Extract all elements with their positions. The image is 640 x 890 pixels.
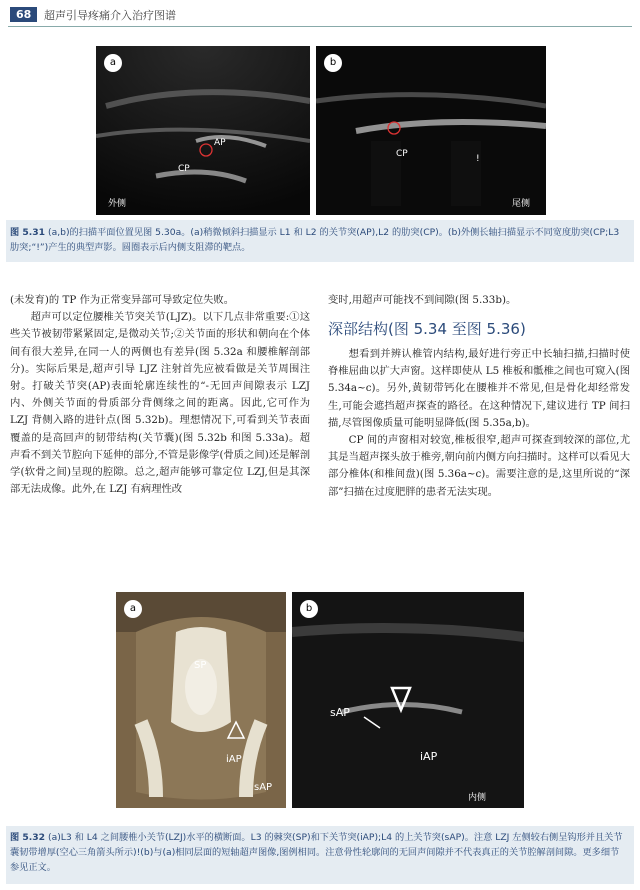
- caption-id: 图 5.32: [10, 832, 46, 843]
- figure-5-31b-ultrasound: [316, 46, 546, 215]
- caption-text: (a)L3 和 L4 之间腰椎小关节(LZJ)水平的横断面。L3 的棘突(SP)和下关节突(iAP);L4 的上关节突(sAP)。注意 LZJ 左侧较右侧呈钩形并且关节囊韧带增厚(空心三角箭头所示)!(b)与(a)相同层面的短轴超声图像,图例相同。注意骨性轮廓间的无回声间隙并不代表真正的关节腔解剖间隙。更多细节参见正文。: [10, 832, 623, 873]
- header-rule: [8, 26, 632, 27]
- page-number: 68: [10, 7, 37, 22]
- label-sap: sAP: [330, 706, 350, 719]
- left-column: [10, 292, 310, 498]
- label-cp: CP: [396, 149, 408, 159]
- ultrasound-texture: [316, 46, 546, 215]
- ultrasound-texture: [292, 592, 524, 808]
- panel-label: b: [324, 54, 342, 72]
- panel-label: b: [300, 600, 318, 618]
- anatomy-section: [116, 592, 286, 808]
- section-heading: 深部结构(图 5.34 至图 5.36): [328, 320, 526, 338]
- paragraph: CP 间的声窗相对较宽,椎板很窄,超声可探查到较深的部位,尤其是当超声探头放于椎旁,朝向前内侧方向扫描时。这样可以看见大部分椎体(和椎间盘)(图 5.36a~c)。需要注意的是,这里所说的“深部”扫描在过度肥胖的患者无法实现。: [328, 434, 630, 498]
- figure-5-31a-ultrasound: [96, 46, 310, 215]
- caption-text: (a,b)的扫描平面位置见图 5.30a。(a)稍微倾斜扫描显示 L1 和 L2 的关节突(AP),L2 的肋突(CP)。(b)外侧长轴扫描显示不同宽度肋突(CP;L3 肋突;“!”)产生的典型声影。圆圈表示后内侧支阻滞的靶点。: [10, 227, 620, 253]
- figure-5-32-caption: [10, 830, 628, 875]
- label-iap: iAP: [226, 754, 242, 765]
- paragraph: (未发育)的 TP 作为正常变异部可导致定位失败。: [10, 294, 235, 306]
- panel-label: a: [104, 54, 122, 72]
- label-side: 尾侧: [512, 199, 531, 209]
- figure-5-32a-anatomy: [116, 592, 286, 808]
- label-sap: sAP: [254, 782, 273, 793]
- page-header: [0, 0, 640, 28]
- paragraph: 超声可以定位腰椎关节突关节(LJZ)。以下几点非常重要:①这些关节被韧带紧紧固定,是微动关节;②关节面的形状和朝向在个体间有很大差异,在同一人的两侧也有差异(图 5.32a 和腰椎解剖部分)。实际后果是,超声引导 LJZ 注射首先应被看做是关节周围注射。打破关节突(AP)表面轮廓连续性的“-无回声间隙表示 LZJ 内、外侧关节面的骨质部分背侧缘之间的距离。因此,它可作为 LZJ 背侧入路的进针点(图 5.32b)。理想情况下,可看到关节表面覆盖的是高回声的韧带结构(关节囊)(图 5.32b 和图 5.33a)。超声看不到关节腔向下延伸的部分,不管是影像学(骨质之间)还是解剖学(软骨之间)呈现的腔隙。总之,超声能够可靠定位 LZJ,但是其深部无法成像。此外,在 LZJ 有病理性改: [10, 311, 310, 496]
- label-ap: AP: [214, 138, 226, 148]
- panel-label: a: [124, 600, 142, 618]
- label-iap: iAP: [420, 750, 438, 763]
- paragraph: 想看到并辨认椎管内结构,最好进行旁正中长轴扫描,扫描时使脊椎屈曲以扩大声窗。这样即使从 L5 椎板和骶椎之间也可窥入(图 5.34a~c)。另外,黄韧带钙化在腰椎并不常见,但是骨化却经常发生,可能会遮挡超声探查的路径。在这种情况下,建议进行 TP 间扫描,尽管图像质量可能明显降低(图 5.35a,b)。: [328, 348, 630, 429]
- running-title: 超声引导疼痛介入治疗图谱: [44, 9, 176, 22]
- label-side: 内侧: [468, 793, 487, 803]
- paragraph: 变时,用超声可能找不到间隙(图 5.33b)。: [328, 294, 517, 306]
- label-sp: SP: [194, 660, 207, 671]
- label-cp: CP: [178, 164, 190, 174]
- figure-5-32b-ultrasound: [292, 592, 524, 808]
- label-mark: !: [476, 154, 480, 164]
- label-side: 外侧: [108, 199, 127, 209]
- ultrasound-texture: [96, 46, 310, 215]
- caption-id: 图 5.31: [10, 227, 46, 238]
- right-column-body: [328, 346, 630, 501]
- right-column: [328, 292, 630, 309]
- figure-5-31-caption: [10, 225, 628, 255]
